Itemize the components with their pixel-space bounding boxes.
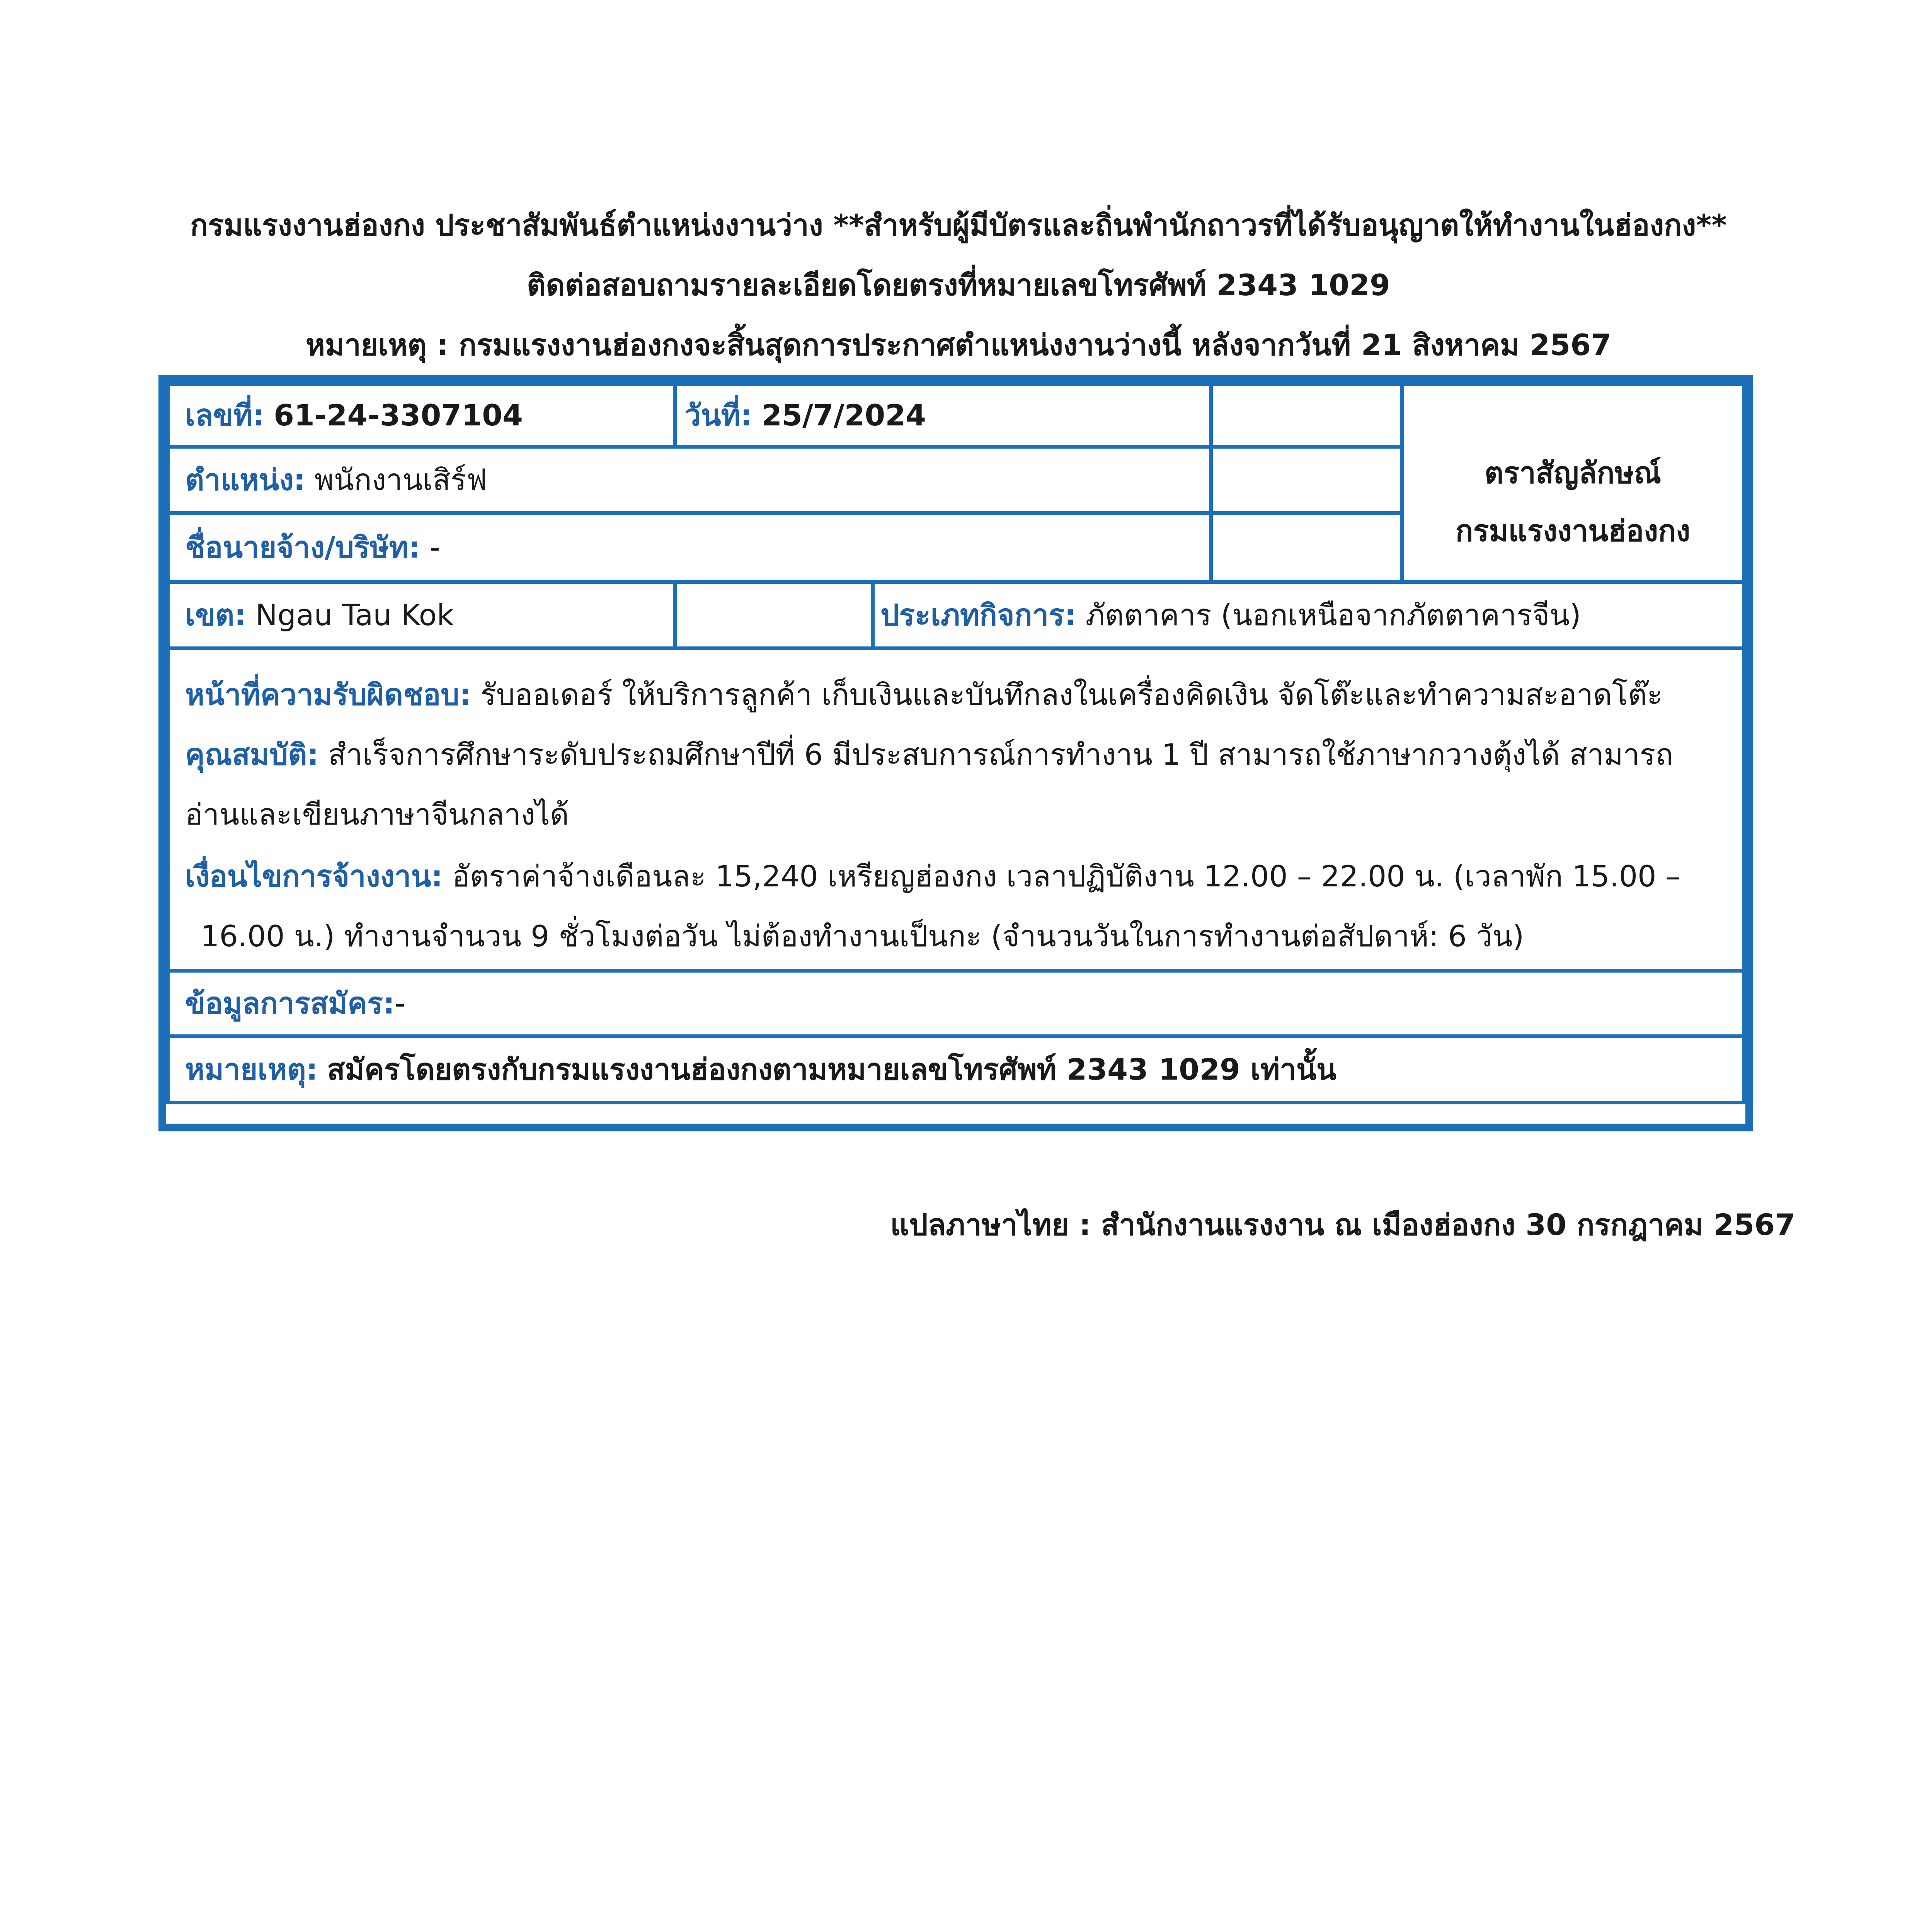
blank-cell-1 (1209, 383, 1403, 448)
contact-line: ติดต่อสอบถามรายละเอียดโดยตรงที่หมายเลขโทรศัพท์ 2343 1029 (527, 268, 1390, 302)
terms-value-2: 16.00 น.) ทำงานจำนวน 9 ชั่วโมงต่อวัน ไม่ต้องทำงานเป็นกะ (จำนวนวันในการทำงานต่อสัปดาห์: 6 วัน) (201, 919, 1524, 953)
date-value: 25/7/2024 (761, 398, 926, 432)
qualifications-value-1: สำเร็จการศึกษาระดับประถมศึกษาปีที่ 6 มีประสบการณ์การทำงาน 1 ปี สามารถใช้ภาษากวางตุ้งได้ สามารถ (328, 737, 1674, 772)
job-number-cell (166, 383, 676, 448)
position-cell (166, 445, 1212, 515)
job-number-value: 61-24-3307104 (274, 398, 523, 432)
date-label: วันที่: (684, 398, 752, 432)
emblem-cell (1400, 383, 1745, 583)
employer-label: ชื่อนายจ้าง/บริษัท: (185, 530, 421, 565)
business-type-label: ประเภทกิจการ: (880, 598, 1076, 632)
employer-cell (166, 512, 1212, 583)
application-value: - (395, 986, 405, 1020)
duties-value: รับออเดอร์ ให้บริการลูกค้า เก็บเงินและบันทึกลงในเครื่องคิดเงิน จัดโต๊ะและทำความสะอาดโต๊ะ (480, 677, 1663, 712)
business-type-value: ภัตตาคาร (นอกเหนือจากภัตตาคารจีน) (1085, 598, 1581, 632)
district-label: เขต: (185, 598, 246, 632)
duties-label: หน้าที่ความรับผิดชอบ: (185, 677, 471, 712)
job-card (166, 383, 1745, 1124)
blank-cell-4 (673, 580, 874, 650)
qualifications-value-2: อ่านและเขียนภาษาจีนกลางได้ (185, 797, 569, 832)
blank-cell-3 (1209, 512, 1403, 583)
district-cell (166, 580, 676, 650)
position-value: พนักงานเสิร์ฟ (314, 463, 487, 497)
remark-cell (166, 1035, 1745, 1104)
notice-title: กรมแรงงานฮ่องกง ประชาสัมพันธ์ตำแหน่งงานว่าง **สำหรับผู้มีบัตรและถิ่นพำนักถาวรที่ได้รับอนุญาตให้ทำงานในฮ่องกง** (190, 208, 1727, 242)
terms-value-1: อัตราค่าจ้างเดือนละ 15,240 เหรียญฮ่องกง เวลาปฏิบัติงาน 12.00 – 22.00 น. (เวลาพัก 15.00 – (452, 859, 1680, 893)
qualifications-label: คุณสมบัติ: (185, 737, 319, 772)
business-type-cell (871, 580, 1745, 650)
position-label: ตำแหน่ง: (185, 463, 305, 497)
remark-label: หมายเหตุ: (185, 1052, 318, 1087)
application-cell (166, 969, 1745, 1038)
terms-label: เงื่อนไขการจ้างงาน: (185, 859, 443, 893)
blank-cell-2 (1209, 445, 1403, 515)
emblem-line-2: กรมแรงงานฮ่องกง (1455, 514, 1691, 548)
job-number-label: เลขที่: (185, 398, 264, 432)
remark-value: สมัครโดยตรงกับกรมแรงงานฮ่องกงตามหมายเลขโทรศัพท์ 2343 1029 เท่านั้น (327, 1052, 1336, 1087)
translation-note: แปลภาษาไทย : สำนักงานแรงงาน ณ เมืองฮ่องกง 30 กรกฎาคม 2567 (890, 1208, 1795, 1242)
details-cell (166, 647, 1745, 972)
district-value: Ngau Tau Kok (255, 598, 454, 632)
application-label: ข้อมูลการสมัคร: (185, 986, 395, 1020)
date-cell (673, 383, 1212, 448)
employer-value: - (429, 530, 440, 565)
emblem-line-1: ตราสัญลักษณ์ (1484, 456, 1662, 490)
deadline-note: หมายเหตุ : กรมแรงงานฮ่องกงจะสิ้นสุดการประกาศตำแหน่งงานว่างนี้ หลังจากวันที่ 21 สิงหาคม 2567 (305, 328, 1612, 362)
